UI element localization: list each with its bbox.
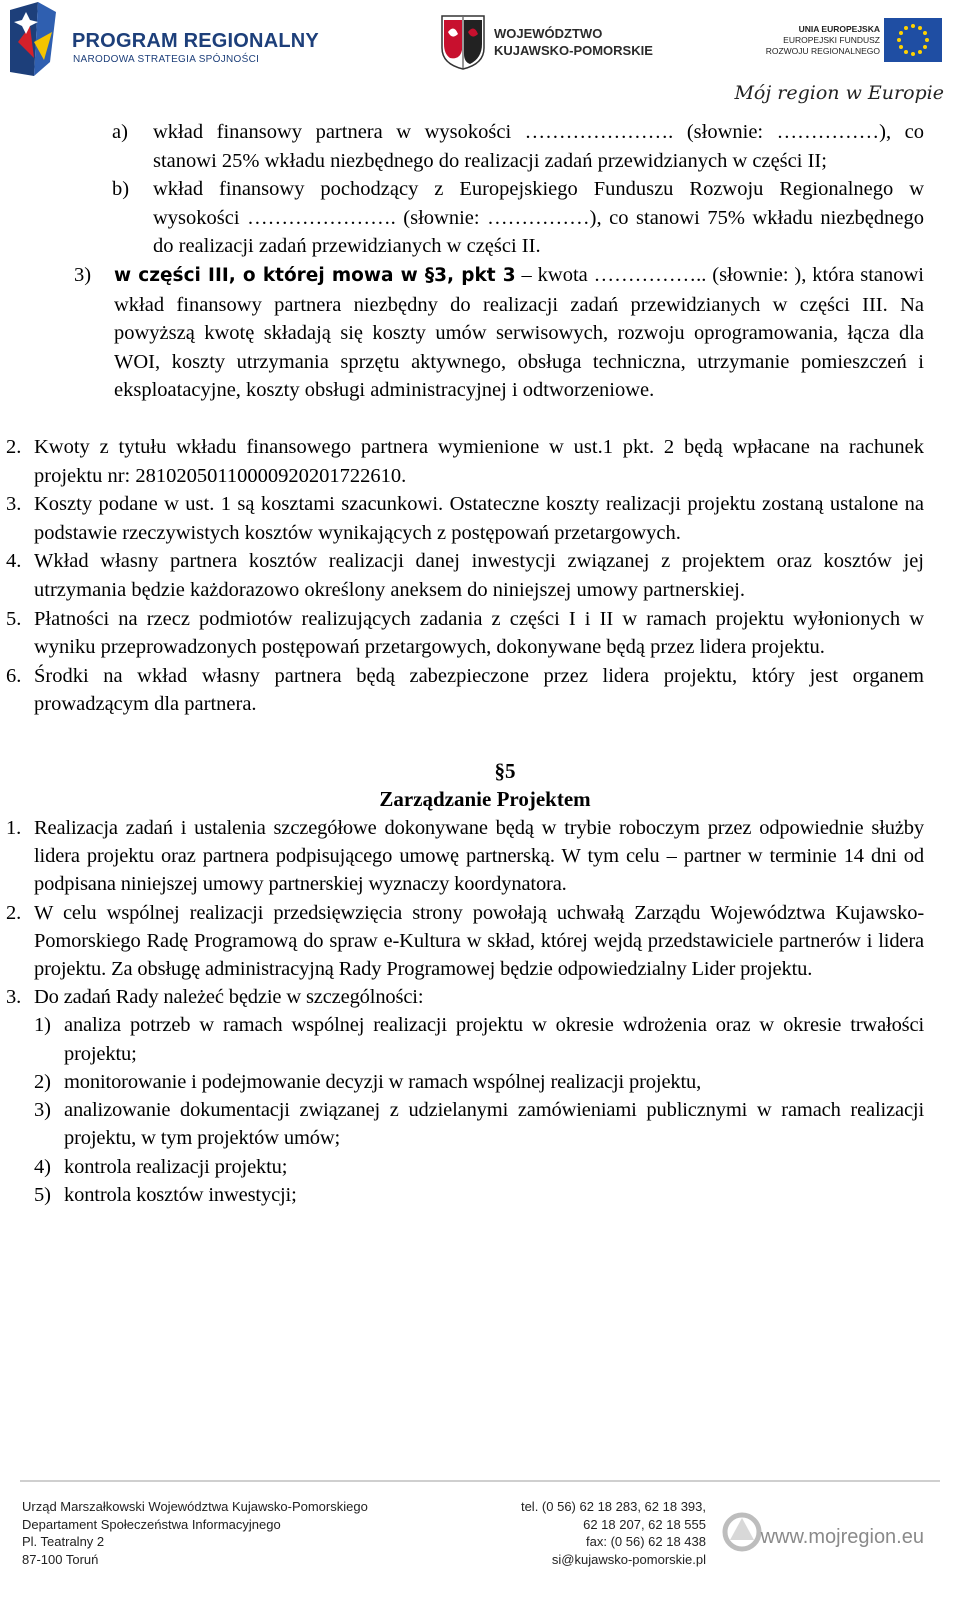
list-item-label: b) (112, 178, 130, 201)
footer-contact (521, 1498, 706, 1568)
council-task-2 (34, 1068, 924, 1096)
paragraph-4 (6, 547, 924, 604)
paragraph-number: 1. (6, 817, 22, 840)
voivodeship-crest-icon (440, 14, 486, 70)
footer-department: Departament Społeczeństwa Informacyjnego (22, 1516, 281, 1532)
paragraph-3 (6, 490, 924, 547)
list-item-label: 3) (34, 1099, 51, 1122)
paragraph-text: Płatności na rzecz podmiotów realizujących zadania z części I i II w ramach projektu wyłonionych w wyniku przeprowadzonych postępowań przetargowych, dokonywane będą przez lidera projektu. (34, 607, 924, 659)
paragraph-6 (6, 662, 924, 719)
list-item-b (112, 175, 924, 261)
eu-fund-label (766, 24, 880, 57)
list-item-bold-text: w części III, o której mowa w §3, pkt 3 (114, 264, 516, 286)
list-item-text: analizowanie dokumentacji związanej z udzielanymi zamówieniami publicznymi w ramach realizacji projektu, w tym projektów umów; (64, 1099, 924, 1150)
section-paragraph-2 (6, 899, 924, 984)
list-item-text: monitorowanie i podejmowanie decyzji w ramach wspólnej realizacji projektu, (64, 1070, 702, 1093)
list-item-label: 2) (34, 1070, 51, 1093)
eu-line1: UNIA EUROPEJSKA (798, 24, 880, 34)
list-item-label: 4) (34, 1155, 51, 1178)
program-regionalny-logo (4, 2, 319, 80)
eu-line3: ROZWOJU REGIONALNEGO (765, 46, 880, 56)
footer-fax: fax: (0 56) 62 18 438 (586, 1534, 706, 1549)
council-task-5 (34, 1181, 924, 1209)
list-item-label: 1) (34, 1014, 51, 1037)
paragraph-number: 2. (6, 435, 22, 458)
footer-office: Urząd Marszałkowski Województwa Kujawsko-Pomorskiego (22, 1499, 368, 1514)
paragraph-text: Kwoty z tytułu wkładu finansowego partnera wymienione w ust.1 pkt. 2 będą wpłacane na rachunek projektu nr: 28102050110000920201722610. (34, 435, 924, 487)
page-footer (0, 1480, 960, 1620)
paragraph-number: 3. (6, 986, 22, 1009)
list-item-a (112, 118, 924, 175)
list-item-label: 5) (34, 1183, 51, 1206)
paragraph-text: Realizacja zadań i ustalenia szczegółowe dokonywane będą w trybie roboczym przez odpowiednie służby lidera projektu oraz partnera podpisującego umowę partnerską. W tym celu – partner w terminie 14 dni od podpisana niniejszej umowy partnerskiej wyznaczy koordynatora. (34, 817, 924, 896)
eu-logo (765, 14, 950, 74)
footer-divider (20, 1480, 940, 1482)
paragraph-text: Środki na wkład własny partnera będą zabezpieczone przez lidera projektu, który jest organem prowadzącym dla partnera. (34, 664, 924, 716)
footer-website[interactable]: www.mojregion.eu (760, 1526, 924, 1548)
section-paragraph-3 (6, 983, 924, 1011)
list-item-text: – kwota …………….. (słownie: ), która stanowi wkład finansowy partnera niezbędny do realizacji zadań przewidzianych w części III. Na powyższą kwotę składają się koszty umów serwisowych, rozwoju oprogramowania, łącza dla WOI, koszty utrzymania sprzętu aktywnego, obsługa techniczna, utrzymanie pomieszczeń i eksploatacyjne, koszty obsługi administracyjnej i odtworzeniowe. (114, 263, 924, 402)
footer-tel2: 62 18 207, 62 18 555 (583, 1516, 706, 1532)
program-title: PROGRAM REGIONALNY (72, 30, 319, 52)
section-number: §5 (494, 758, 516, 783)
footer-email[interactable]: si@kujawsko-pomorskie.pl (551, 1551, 706, 1567)
paragraph-number: 5. (6, 607, 22, 630)
website-emblem-icon (720, 1510, 764, 1554)
section-title: Zarządzanie Projektem (379, 787, 591, 812)
spacer (0, 405, 960, 433)
eu-line2: EUROPEJSKI FUNDUSZ (783, 35, 880, 45)
spacer (0, 719, 960, 747)
paragraph-5 (6, 605, 924, 662)
footer-tel: tel. (0 56) 62 18 283, 62 18 393, (520, 1499, 706, 1514)
paragraph-text: Do zadań Rady należeć będzie w szczególności: (34, 986, 424, 1009)
footer-street: Pl. Teatralny 2 (22, 1534, 105, 1549)
voivodeship-logo (440, 14, 660, 74)
paragraph-2 (6, 433, 924, 490)
list-item-text: kontrola realizacji projektu; (64, 1155, 288, 1178)
program-subtitle: NARODOWA STRATEGIA SPÓJNOŚCI (73, 54, 260, 65)
footer-city: 87-100 Toruń (22, 1551, 99, 1567)
section-paragraph-1 (6, 814, 924, 899)
council-task-3 (34, 1096, 924, 1152)
paragraph-number: 6. (6, 664, 22, 687)
list-item-text: wkład finansowy pochodzący z Europejskiego Funduszu Rozwoju Regionalnego w wysokości …………………. (słownie: ……………), co stanowi 75% wkładu niezbędnego do realizacji zadań przewidzianych w części II. (153, 178, 924, 258)
page-header (0, 0, 960, 112)
council-task-1 (34, 1011, 924, 1067)
paragraph-text: Koszty podane w ust. 1 są kosztami szacunkowi. Ostateczne koszty realizacji projektu zostaną ustalone na podstawie rzeczywistych kosztów wynikających z postępowań przetargowych. (34, 493, 924, 544)
slogan: Mój region w Europie (734, 82, 944, 104)
paragraph-number: 3. (6, 493, 22, 516)
voivodeship-name-line1: WOJEWÓDZTWO (494, 26, 603, 41)
paragraph-text: Wkład własny partnera kosztów realizacji danej inwestycji związanej z projektem oraz kosztów jej utrzymania będzie każdorazowo określony aneksem do niniejszej umowy partnerskiej. (34, 550, 924, 601)
paragraph-number: 2. (6, 901, 22, 924)
list-item-3 (74, 261, 924, 405)
paragraph-text: W celu wspólnej realizacji przedsięwzięcia strony powołają uchwałą Zarządu Województwa Kujawsko-Pomorskiego Radę Programową do spraw e-Kultura w skład, której wejdą przedstawiciele partnerów i lidera projektu. Za obsługę administracyjną Rady Programowej będzie odpowiedzialny Lider projektu. (34, 901, 924, 981)
list-item-text: kontrola kosztów inwestycji; (64, 1183, 297, 1206)
document-body (0, 118, 960, 1209)
list-item-label: a) (112, 121, 128, 143)
list-item-label: 3) (74, 263, 92, 286)
footer-address (22, 1498, 368, 1568)
voivodeship-name-line2: KUJAWSKO-POMORSKIE (494, 43, 653, 58)
list-item-text: wkład finansowy partnera w wysokości …………………. (słownie: ……………), co stanowi 25% wkładu niezbędnego do realizacji zadań przewidzianych w części II; (153, 121, 924, 172)
council-task-4 (34, 1153, 924, 1181)
program-regionalny-emblem-icon (4, 2, 64, 80)
list-item-text: analiza potrzeb w ramach wspólnej realizacji projektu w okresie wdrożenia oraz w okresie trwałości projektu; (64, 1014, 924, 1065)
paragraph-number: 4. (6, 550, 22, 573)
eu-flag-icon (884, 18, 942, 62)
